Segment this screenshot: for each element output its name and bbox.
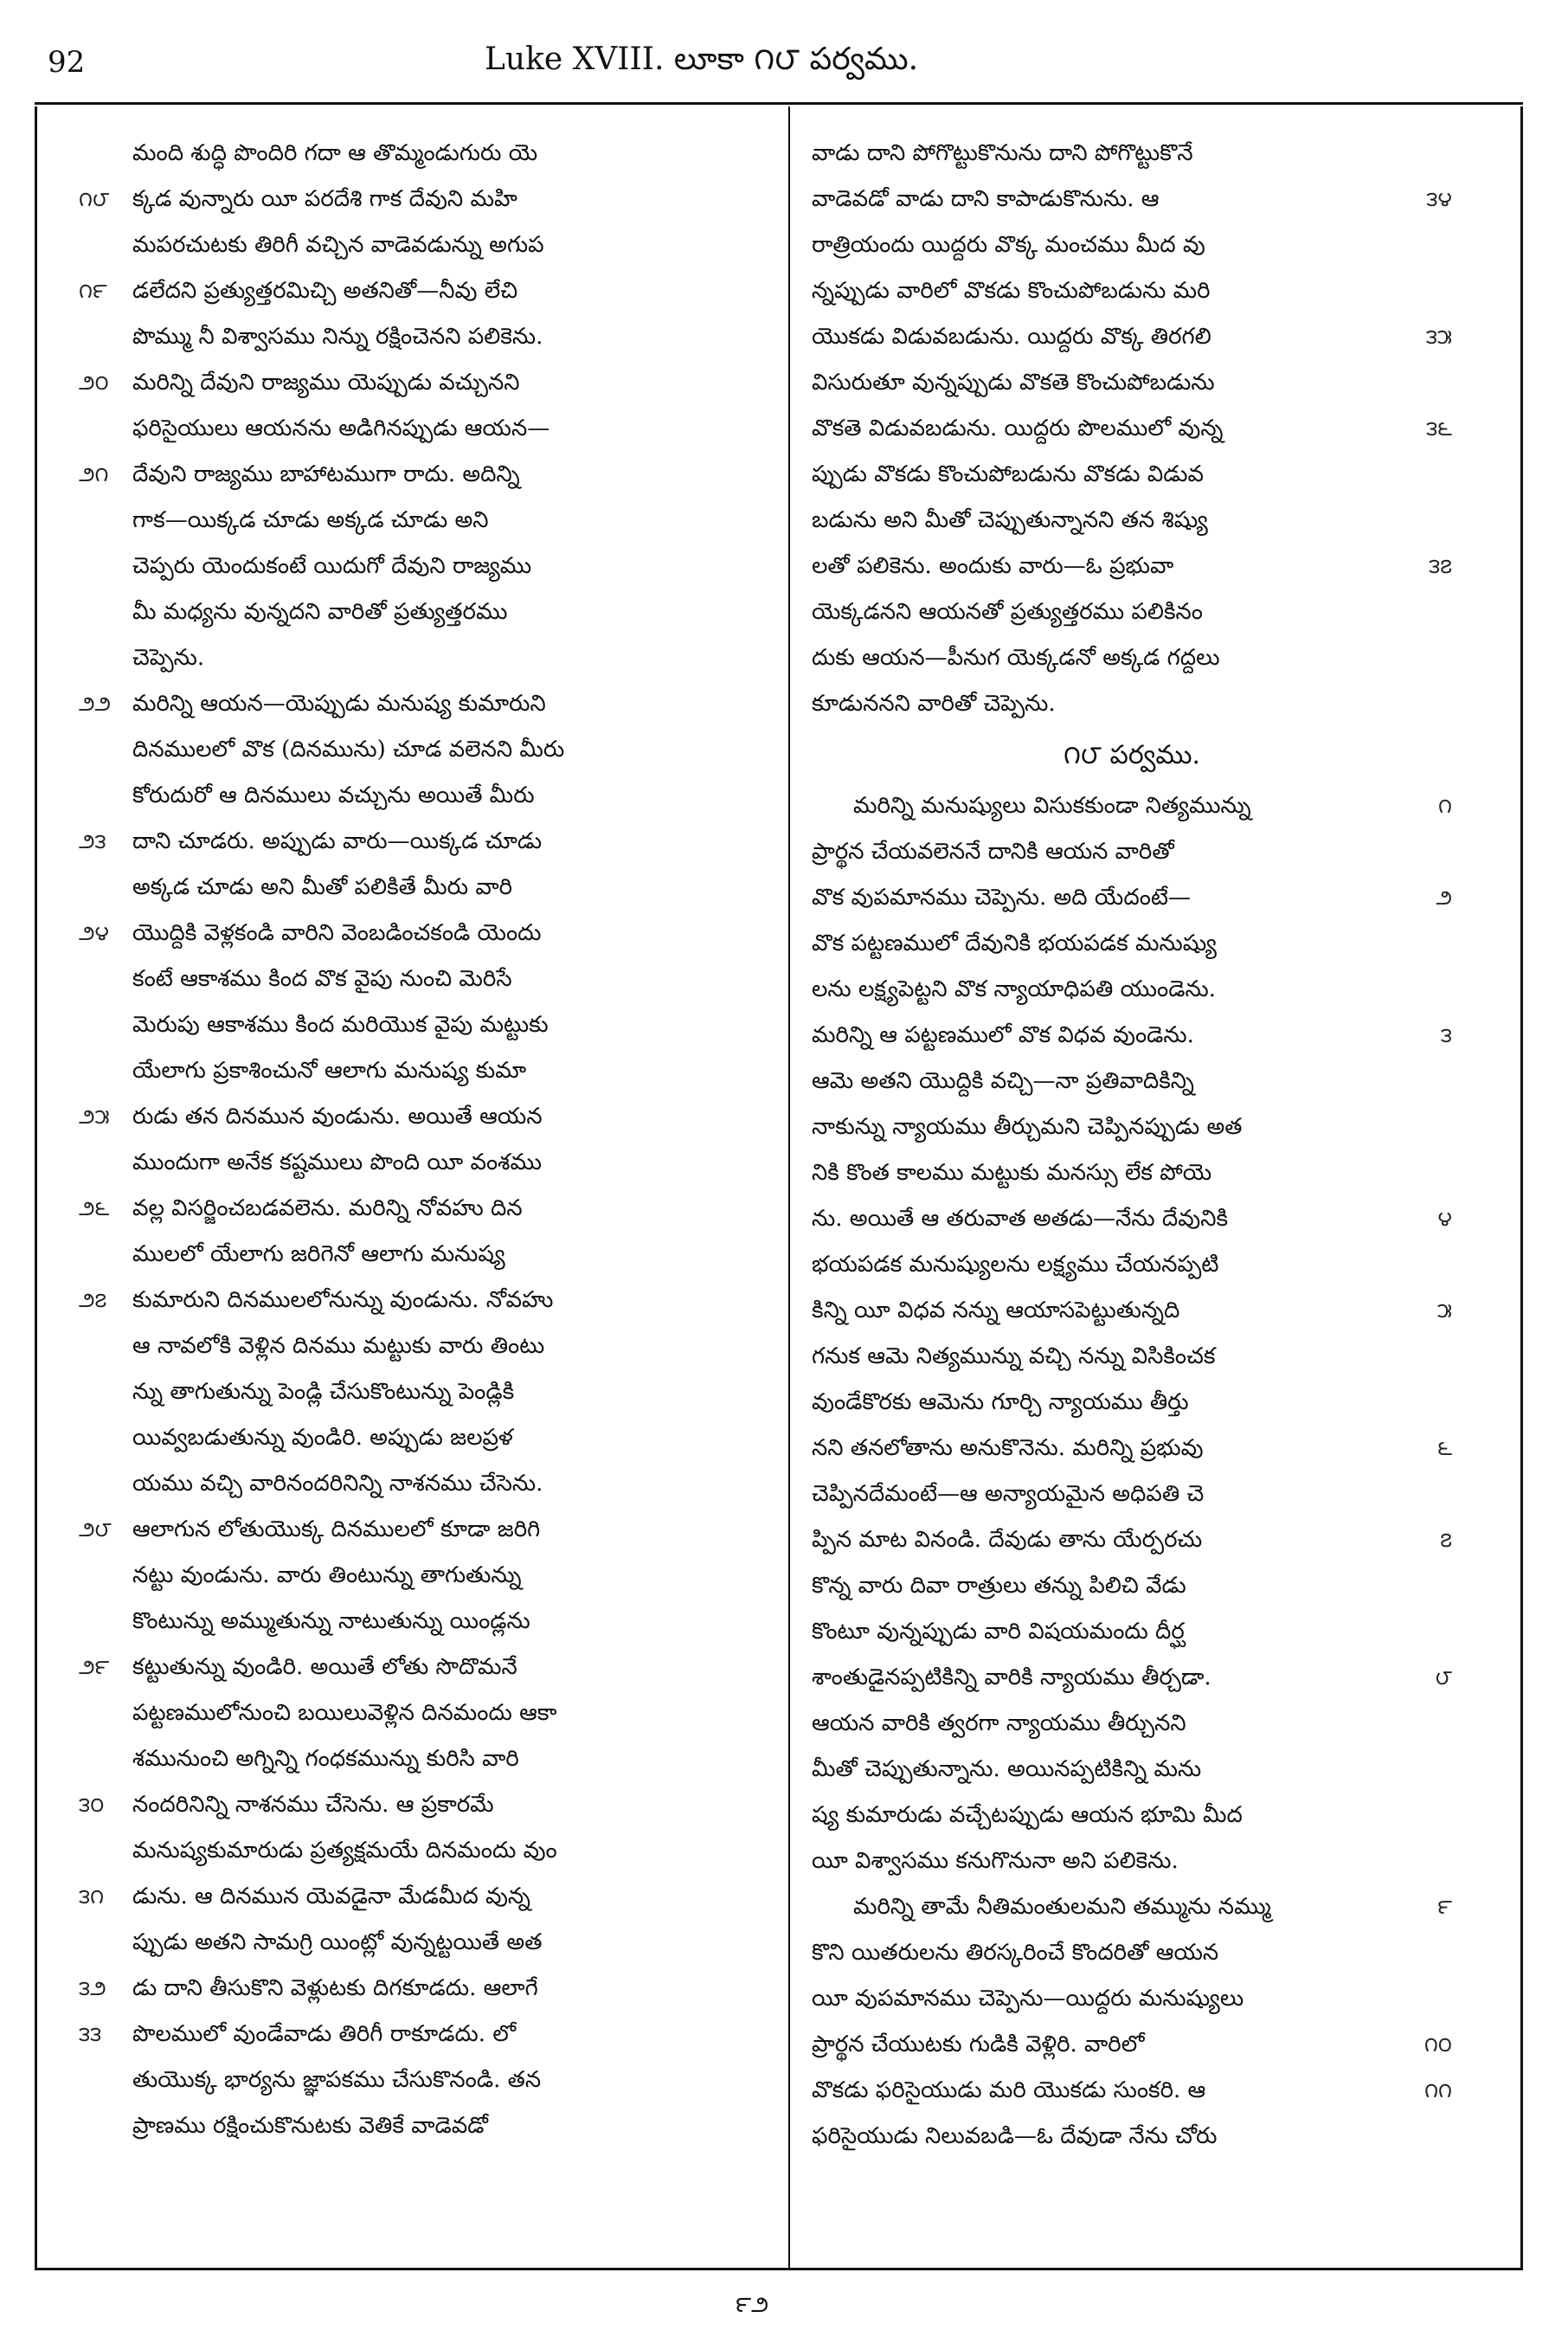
verse-number: ౧౧ [1424,2078,1452,2102]
line-text: న్నప్పుడు వారిలో వొకడు కొంచుపోబడును మరి [812,278,1211,304]
verse-number: ౨౫ [79,1104,110,1129]
text-line [812,1609,1452,1655]
text-line [79,1736,754,1782]
verse-number: ౪ [1437,1207,1452,1231]
line-text: గనుక ఆమె నిత్యమున్ను వచ్చి నన్ను విసికించక [812,1343,1216,1369]
verse-number: ౩౪ [1426,187,1452,211]
text-line [79,1920,754,1966]
text-line [812,1426,1452,1471]
line-text: యొద్దికి వెళ్లకండి వారిని వెంబడించకండి యెందు [132,920,542,946]
verse-number: ౨౦ [79,370,109,395]
line-text: మపరచుటకు తిరిగీ వచ్చిన వాడెవడున్ను అగుప [132,232,544,258]
text-line [79,544,754,589]
text-line [812,1104,1452,1150]
text-line [812,177,1452,222]
verse-number: ౨౯ [79,1655,110,1679]
line-text: కొన్న వారు దివా రాత్రులు తన్ను పిలిచి వేడు [812,1573,1186,1599]
text-line [812,829,1452,875]
text-line [812,967,1452,1013]
text-line [812,2068,1452,2114]
line-text: ప్పుడు వొకడు కొంచుపోబడును వొకడు విడువ [812,461,1204,487]
line-text: ప్రార్థన చేయుటకు గుడికి వెళ్లిరి. వారిలో [812,2031,1145,2057]
verse-number: ౨౪ [79,921,110,945]
verse-number: ౧౮ [79,187,110,211]
text-line [812,1838,1452,1884]
text-line [79,865,754,911]
text-line [812,681,1452,727]
text-line [812,314,1452,360]
text-line [79,1690,754,1736]
text-line [79,498,754,544]
text-line [812,406,1452,452]
verse-number: ౩౫ [1425,325,1452,349]
line-text: రాత్రియందు యిద్దరు వొక్క మంచము మీద వు [812,232,1205,258]
line-text: ౧౮ పర్వము. [1063,740,1201,770]
text-line [79,681,754,727]
text-line [812,131,1452,177]
text-line [79,177,754,222]
text-line [812,222,1452,268]
line-text: మనుష్యకుమారుడు ప్రత్యక్షమయే దినమందు వుం [132,1838,557,1864]
verse-number: ౬ [1437,1436,1452,1460]
text-line [79,911,754,956]
line-text: యివ్వబడుతున్ను వుండిరి. అప్పుడు జలప్రళ [132,1425,513,1451]
verse-number: ౨౨ [79,692,112,716]
text-line [79,1966,754,2012]
line-text: మరిన్ని ఆ పట్టణములో వొక విధవ వుండెను. [812,1022,1194,1048]
line-text: కొంటూ వున్నప్పుడు వారి విషయమందు దీర్ఘ [812,1619,1185,1645]
verse-number: ౩౦ [79,1793,105,1817]
line-text: కట్టుతున్ను వుండిరి. అయితే లోతు సొదొమనే [132,1654,517,1680]
line-text: కంటే ఆకాశము కింద వొక వైపు నుంచి మెరిసే [132,966,512,992]
text-line [812,1976,1452,2022]
text-line [812,1517,1452,1563]
text-line [79,1369,754,1415]
line-text: కూడుననని వారితో చెప్పెను. [812,691,1056,717]
text-line [79,819,754,865]
line-text: పొమ్ము నీ విశ్వాసము నిన్ను రక్షించెనని పలికెను. [132,324,543,350]
line-text: లను లక్ష్యపెట్టని వొక న్యాయాధిపతి యుండెను. [812,976,1216,1002]
line-text: యము వచ్చి వారినందరినిన్ని నాశనము చేసెను. [132,1471,543,1497]
verse-number: ౨౩ [79,829,106,853]
line-text: కొంటున్ను అమ్ముతున్ను నాటుతున్ను యిండ్లను [132,1608,530,1634]
line-text: చెప్పినదేమంటే—ఆ అన్యాయమైన అధిపతి చె [812,1481,1205,1507]
line-text: చెప్పెను. [132,645,205,671]
line-text: కిన్ని యీ విధవ నన్ను ఆయాసపెట్టుతున్నది [812,1297,1180,1323]
text-line [79,773,754,819]
line-text: యీ విశ్వాసము కనుగొనునా అని పలికెను. [812,1848,1179,1874]
line-text: మీతో చెప్పుతున్నాను. అయినప్పటికిన్ని మను [812,1756,1202,1782]
line-text: డలేదని ప్రత్యుత్తరమిచ్చి అతనితో—నీవు లేచి [132,278,518,304]
line-text: మరిన్ని తామే నీతిమంతులమని తమ్మును నమ్ము [853,1894,1271,1920]
verse-number: ౨౬ [79,1196,110,1220]
running-title: Luke XVIII. లూకా ౧౮ పర్వము. [485,42,919,77]
verse-number: ౮ [1435,1665,1452,1690]
text-line [79,635,754,681]
line-text: నని తనలోతాను అనుకొనెను. మరిన్ని ప్రభువు [812,1435,1204,1461]
text-line [812,1013,1452,1059]
line-text: మరిన్ని దేవుని రాజ్యము యెప్పుడు వచ్చునని [132,370,520,396]
line-text: ఆయన వారికి త్వరగా న్యాయము తీర్చునని [812,1710,1186,1736]
text-line [79,2057,754,2103]
text-line [812,498,1452,544]
header-rule [35,102,1523,105]
line-text: మెరుపు ఆకాశము కింద మరియొక వైపు మట్టుకు [132,1012,549,1038]
text-line [812,1747,1452,1793]
text-line [79,2103,754,2149]
line-text: ఆలాగున లోతుయొక్క దినములలో కూడా జరిగి [132,1516,541,1542]
line-text: ముందుగా అనేక కష్టములు పొంది యీ వంశము [132,1149,542,1175]
line-text: వొక వుపమానము చెప్పెను. అది యేదంటే— [812,885,1191,911]
line-text: తుయొక్క భార్యను జ్ఞాపకము చేసుకొనండి. తన [132,2067,542,2093]
text-line [79,268,754,314]
line-text: భయపడక మనుష్యులను లక్ష్యము చేయనప్పటి [812,1252,1219,1278]
line-text: ప్రాణము రక్షించుకొనుటకు వెతికే వాడెవడో [132,2113,488,2139]
text-line [812,1884,1452,1930]
text-line [812,875,1452,921]
line-text: యెక్కడనని ఆయనతో ప్రత్యుత్తరము పలికినం [812,599,1203,625]
text-line [79,1599,754,1645]
text-line [79,314,754,360]
verse-number: ౧ [1438,794,1452,818]
line-text: ష్య కుమారుడు వచ్చేటప్పుడు ఆయన భూమి మీద [812,1802,1243,1828]
line-text: కొని యితరులను తిరస్కరించే కొందరితో ఆయన [812,1940,1219,1966]
text-line [812,1150,1452,1196]
text-line [812,268,1452,314]
line-text: అక్కడ చూడు అని మీతో పలికితే మీరు వారి [132,874,512,900]
line-text: డును. ఆ దినమున యెవడైనా మేడమీద వున్న [132,1883,530,1909]
text-line [79,1094,754,1140]
signature-mark: ౯౨ [736,2292,769,2318]
left-column [79,131,754,2149]
line-text: ఆమె అతని యొద్దికి వచ్చి—నా ప్రతివాదికిన్ని [812,1068,1194,1094]
line-text: ఫరిసైయులు ఆయనను అడిగినప్పుడు ఆయన— [132,415,550,441]
text-line [79,222,754,268]
line-text: బడును అని మీతో చెప్పుతున్నానని తన శిష్యు [812,507,1208,533]
line-text: న్ను తాగుతున్ను పెండ్లి చేసుకొంటున్ను పెండ్లికి [132,1379,515,1405]
column-divider [788,106,790,2268]
text-line [812,1701,1452,1747]
line-text: మరిన్ని ఆయన—యెప్పుడు మనుష్య కుమారుని [132,691,546,717]
text-line [812,1196,1452,1242]
line-text: దాని చూడరు. అప్పుడు వారు—యిక్కడ చూడు [132,828,543,854]
verse-number: ౫ [1436,1298,1452,1323]
text-line [812,544,1452,589]
line-text: నికి కొంత కాలము మట్టుకు మనస్సు లేక పోయె [812,1160,1212,1186]
line-text: వుండేకొరకు ఆమెను గూర్చి న్యాయము తీర్తు [812,1389,1189,1415]
line-text: విసురుతూ వున్నప్పుడు వొకతె కొంచుపోబడును [812,370,1215,396]
text-line [79,2012,754,2057]
line-text: క్కడ వున్నారు యీ పరదేశి గాక దేవుని మహి [132,186,517,212]
line-text: దుకు ఆయన—పీనుగ యెక్కడనో అక్కడ గద్దలు [812,645,1220,671]
verse-number: ౭ [1440,1528,1452,1552]
text-line [812,2114,1452,2160]
text-line [79,1186,754,1232]
line-text: వాడెవడో వాడు దాని కాపాడుకొనును. ఆ [812,186,1160,212]
line-text: మీ మధ్యను వున్నదని వారితో ప్రత్యుత్తరము [132,599,508,625]
line-text: ఫరిసైయుడు నిలువబడి—ఓ దేవుడా నేను చోరు [812,2123,1218,2149]
line-text: మంది శుద్ధి పొందిరి గదా ఆ తొమ్మండుగురు యె [132,140,538,166]
line-text: డు దాని తీసుకొని వెళ్లుటకు దిగకూడదు. ఆలాగే [132,1975,538,2001]
line-text: యొకడు విడువబడును. యిద్దరు వొక్క తిరగలి [812,324,1211,350]
text-line [812,1793,1452,1838]
text-line [812,921,1452,967]
text-line [812,1380,1452,1426]
text-line [79,131,754,177]
text-line [79,1874,754,1920]
line-text: దేవుని రాజ్యము బాహాటముగా రాదు. అదిన్ని [132,461,520,487]
text-line [79,1002,754,1048]
page-number: 92 [48,45,86,80]
text-line [79,1278,754,1323]
text-line [79,1415,754,1461]
line-text: నట్టు వుండును. వారు తింటున్ను తాగుతున్ను [132,1562,522,1588]
verse-number: ౩౩ [79,2022,102,2046]
text-line [812,1471,1452,1517]
text-line [79,589,754,635]
verse-number: ౨౮ [79,1517,112,1542]
verse-number: ౧౯ [79,279,107,303]
text-line [812,783,1452,829]
text-line [79,360,754,406]
line-text: కుమారుని దినములలోనున్ను వుండును. నోవహు [132,1287,554,1313]
line-text: వొక పట్టణములో దేవునికి భయపడక మనుష్యు [812,930,1217,956]
text-line [79,1232,754,1278]
line-text: పొలములో వుండేవాడు తిరిగీ రాకూడదు. లో [132,2021,517,2047]
line-text: చెప్పరు యెందుకంటే యిదుగో దేవుని రాజ్యము [132,553,532,579]
text-line [812,1059,1452,1104]
text-line [812,1563,1452,1609]
line-text: శాంతుడైనప్పటికిన్ని వారికి న్యాయము తీర్చడా. [812,1664,1211,1690]
text-line [79,956,754,1002]
text-line [812,1242,1452,1288]
text-line [79,1140,754,1186]
verse-number: ౩ [1440,1023,1452,1047]
verse-number: ౨౧ [79,462,109,486]
line-text: దినములలో వొక (దినమును) చూడ వలెనని మీరు [132,737,565,763]
text-line [79,1645,754,1690]
text-line [79,1782,754,1828]
verse-number: ౨౭ [79,1288,107,1312]
text-frame [35,106,1523,2270]
verse-number: ౩౭ [1429,554,1452,578]
text-line [812,2022,1452,2068]
text-line [79,727,754,773]
line-text: ఆ నావలోకి వెళ్లిన దినము మట్టుకు వారు తింటు [132,1333,545,1359]
text-line [812,589,1452,635]
text-line [79,1048,754,1094]
text-line [79,406,754,452]
text-line [812,360,1452,406]
line-text: మరిన్ని మనుష్యులు విసుకకుండా నిత్యమున్ను [853,793,1251,819]
text-line [812,1288,1452,1334]
line-text: ప్పిన మాట వినండి. దేవుడు తాను యేర్పరచు [812,1527,1203,1553]
line-text: నందరినిన్ని నాశనము చేసెను. ఆ ప్రకారమే [132,1792,494,1818]
line-text: వొకతె విడువబడును. యిద్దరు పొలములో వున్న [812,415,1224,441]
verse-number: ౯ [1437,1895,1452,1919]
line-text: కోరుదురో ఆ దినములు వచ్చును అయితే మీరు [132,782,535,808]
line-text: లతో పలికెను. అందుకు వారు—ఓ ప్రభువా [812,553,1174,579]
verse-number: ౩౧ [79,1884,105,1909]
text-line [812,1655,1452,1701]
line-text: వొకడు ఫరిసైయుడు మరి యొకడు సుంకరి. ఆ [812,2077,1206,2103]
line-text: రుడు తన దినమున వుండును. అయితే ఆయన [132,1104,543,1130]
text-line [79,1507,754,1553]
text-line [79,1553,754,1599]
verse-number: ౩౬ [1426,416,1452,441]
line-text: ను. అయితే ఆ తరువాత అతడు—నేను దేవునికి [812,1206,1229,1232]
text-line [812,1334,1452,1380]
verse-number: ౧౦ [1423,2032,1452,2057]
line-text: పట్టణములోనుంచి బయిలువెళ్లిన దినమందు ఆకా [132,1700,557,1726]
line-text: ప్పుడు అతని సామగ్రి యింట్లో వున్నట్టయితే అత [132,1929,543,1955]
line-text: వాడు దాని పోగొట్టుకొనును దాని పోగొట్టుకొనే [812,140,1193,166]
text-line [79,1828,754,1874]
text-line [812,635,1452,681]
text-line [79,1461,754,1507]
verse-number: ౨ [1436,885,1452,910]
text-line [79,452,754,498]
text-line [812,1930,1452,1976]
line-text: శమునుంచి అగ్నిన్ని గంధకమున్ను కురిసి వారి [132,1746,519,1772]
line-text: యేలాగు ప్రకాశించునో ఆలాగు మనుష్య కుమా [132,1058,527,1084]
verse-number: ౩౨ [79,1976,106,2000]
line-text: వల్ల విసర్జించబడవలెను. మరిన్ని నోవహు దిన [132,1195,523,1221]
text-line [79,1323,754,1369]
line-text: ప్రార్థన చేయవలెననే దానికి ఆయన వారితో [812,839,1174,865]
section-heading [812,732,1452,778]
line-text: యీ వుపమానము చెప్పెను—యిద్దరు మనుష్యులు [812,1986,1244,2012]
line-text: ములలో యేలాగు జరిగెనో ఆలాగు మనుష్య [132,1241,505,1267]
right-column [812,131,1452,2160]
line-text: గాక—యిక్కడ చూడు అక్కడ చూడు అని [132,507,489,533]
text-line [812,452,1452,498]
line-text: నాకున్ను న్యాయము తీర్చుమని చెప్పినప్పుడు అత [812,1114,1243,1140]
